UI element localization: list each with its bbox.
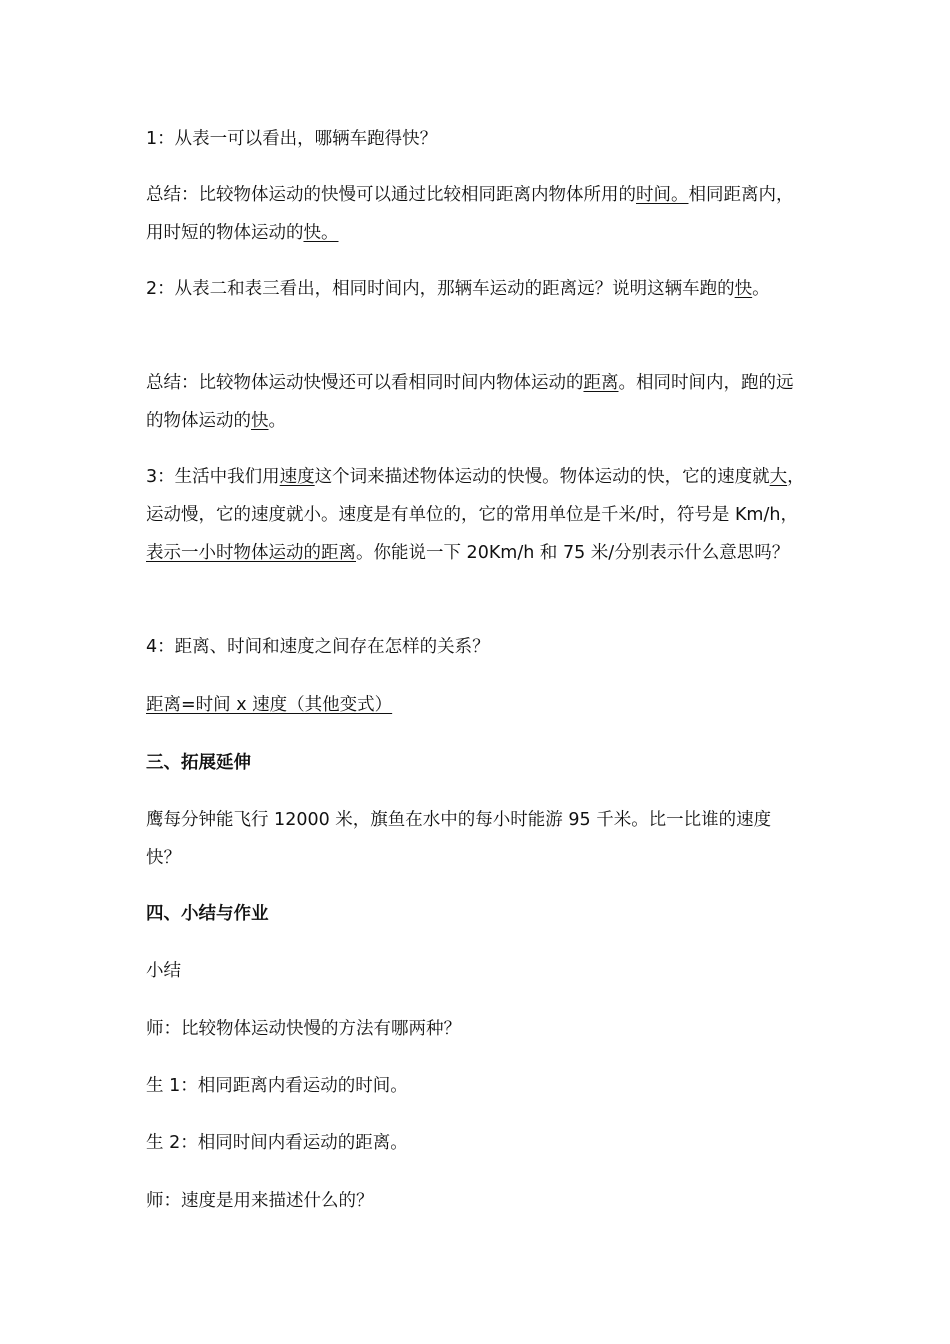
teacher-question-1-text: 师：比较物体运动快慢的方法有哪两种？ [146, 1019, 461, 1039]
summary-1-text-b: 相同距离内，用时短的物体运动的 [146, 185, 794, 243]
section-heading-3-text: 三、拓展延伸 [146, 753, 251, 773]
summary-1-underline-time: 时间。 [636, 185, 689, 205]
question-3-text-d: 。你能说一下 20Km/h 和 75 米/分别表示什么意思吗？ [356, 543, 790, 563]
formula [146, 686, 806, 724]
question-4-text: 4：距离、时间和速度之间存在怎样的关系？ [146, 637, 490, 657]
summary-2 [146, 364, 806, 440]
question-3-text-a: 3：生活中我们用 [146, 467, 280, 487]
summary-2-text-c: 。 [268, 411, 286, 431]
section-heading-3 [146, 744, 806, 782]
student-answer-2 [146, 1124, 806, 1162]
section-heading-4-text: 四、小结与作业 [146, 904, 269, 924]
question-3-text-b: 这个词来描述物体运动的快慢。物体运动的快，它的速度就 [314, 467, 770, 487]
summary-2-underline-distance: 距离 [583, 373, 619, 393]
summary-1-underline-fast: 快。 [303, 223, 339, 243]
extension-problem-text: 鹰每分钟能飞行 12000 米，旗鱼在水中的每小时能游 95 千米。比一比谁的速度快？ [146, 810, 772, 868]
student-answer-1 [146, 1067, 806, 1105]
student-answer-2-text: 生 2：相同时间内看运动的距离。 [146, 1133, 408, 1153]
question-4 [146, 628, 806, 666]
student-answer-1-text: 生 1：相同距离内看运动的时间。 [146, 1076, 408, 1096]
question-3-text-c: ，运动慢，它的速度就小。速度是有单位的，它的常用单位是千米/时，符号是 Km/h， [146, 467, 805, 525]
question-1-text: 1：从表一可以看出，哪辆车跑得快？ [146, 129, 438, 149]
question-3-underline-big: 大 [769, 467, 788, 487]
teacher-question-2-text: 师：速度是用来描述什么的？ [146, 1191, 374, 1211]
teacher-question-1 [146, 1010, 806, 1048]
question-2-underline-fast: 快 [734, 279, 753, 299]
question-2-text-b: 。 [752, 279, 770, 299]
section-heading-4 [146, 895, 806, 933]
extension-problem [146, 801, 806, 877]
summary-2-text-a: 总结：比较物体运动快慢还可以看相同时间内物体运动的 [146, 373, 584, 393]
question-2 [146, 270, 806, 308]
formula-text: 距离=时间 x 速度（其他变式） [146, 695, 393, 715]
question-3-underline-speed: 速度 [279, 467, 315, 487]
question-3-underline-definition: 表示一小时物体运动的距离 [146, 543, 356, 563]
summary-label [146, 952, 806, 990]
question-1 [146, 120, 806, 158]
question-3 [146, 458, 806, 572]
summary-1 [146, 176, 806, 252]
teacher-question-2 [146, 1182, 806, 1220]
summary-2-underline-fast: 快 [251, 411, 269, 431]
question-2-text-a: 2：从表二和表三看出，相同时间内，那辆车运动的距离远？说明这辆车跑的 [146, 279, 735, 299]
summary-1-text-a: 总结：比较物体运动的快慢可以通过比较相同距离内物体所用的 [146, 185, 636, 205]
summary-label-text: 小结 [146, 961, 181, 981]
summary-2-text-b: 。相同时间内，跑的远的物体运动的 [146, 373, 794, 431]
